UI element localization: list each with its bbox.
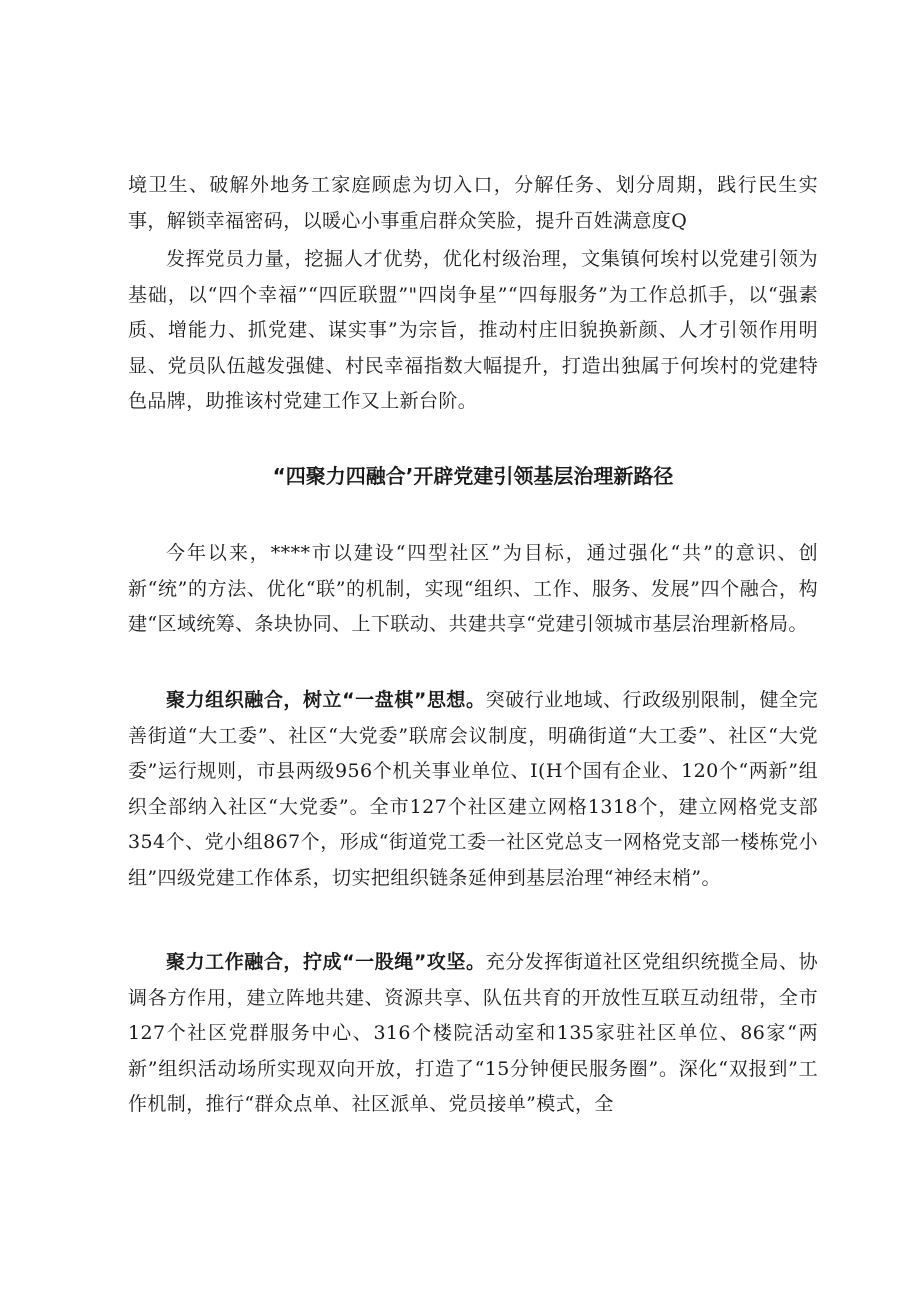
paragraph-work-integration	[128, 945, 818, 1123]
paragraph-lead-organization: 聚力组织融合，树立“一盘棋”思想。	[166, 689, 486, 711]
paragraph-continuation: 境卫生、破解外地务工家庭顾虑为切入口，分解任务、划分周期，践行民生实事，解锁幸福密码，以暖心小事重启群众笑脸，提升百姓满意度Q	[128, 174, 818, 232]
paragraph-intro: 今年以来，****市以建设“四型社区”为目标，通过强化“共”的意识、创新“统”的方法、优化“联”的机制，实现“组织、工作、服务、发展”四个融合，构建“区域统筹、条块协同、上下联动、共建共享“党建引领城市基层治理新格局。	[128, 542, 818, 635]
paragraph-lead-work: 聚力工作融合，拧成“一股绳”攻坚。	[166, 951, 486, 973]
paragraph-body-work: 充分发挥街道社区党组织统揽全局、协调各方作用，建立阵地共建、资源共享、队伍共育的开放性互联互动纽带，全市127个社区党群服务中心、316个楼院活动室和135家驻社区单位、86家“两新”组织活动场所实现双向开放，打造了“15分钟便民服务圈”。深化“双报到”工作机制，推行“群众点单、社区派单、党员接单”模式，全	[128, 951, 818, 1115]
section-heading: “四聚力四融合’开辟党建引领基层治理新路径	[272, 464, 674, 488]
paragraph-village-party-building: 发挥党员力量，挖掘人才优势，优化村级治理，文集镇何埃村以党建引领为基础，以“四个幸福”“四匠联盟”"四岗争星”“四每服务”为工作总抓手，以“强素质、增能力、抓党建、谋实事”为宗旨，推动村庄旧貌换新颜、人才引领作用明显、党员队伍越发强健、村民幸福指数大幅提升，打造出独属于何埃村的党建特色品牌，助推该村党建工作又上新台阶。	[128, 248, 818, 412]
paragraph-organization-integration	[128, 683, 818, 896]
paragraph-body-organization: 突破行业地域、行政级别限制，健全完善街道“大工委”、社区“大党委”联席会议制度，明确街道“大工委”、社区“大党委”运行规则，市县两级956个机关事业单位、I(H个国有企业、120个“两新”组织全部纳入社区“大党委”。全市127个社区建立网格1318个，建立网格党支部354个、党小组867个，形成“街道党工委一社区党总支一网格党支部一楼栋党小组”四级党建工作体系，切实把组织链条延伸到基层治理“神经末梢”。	[128, 689, 818, 889]
